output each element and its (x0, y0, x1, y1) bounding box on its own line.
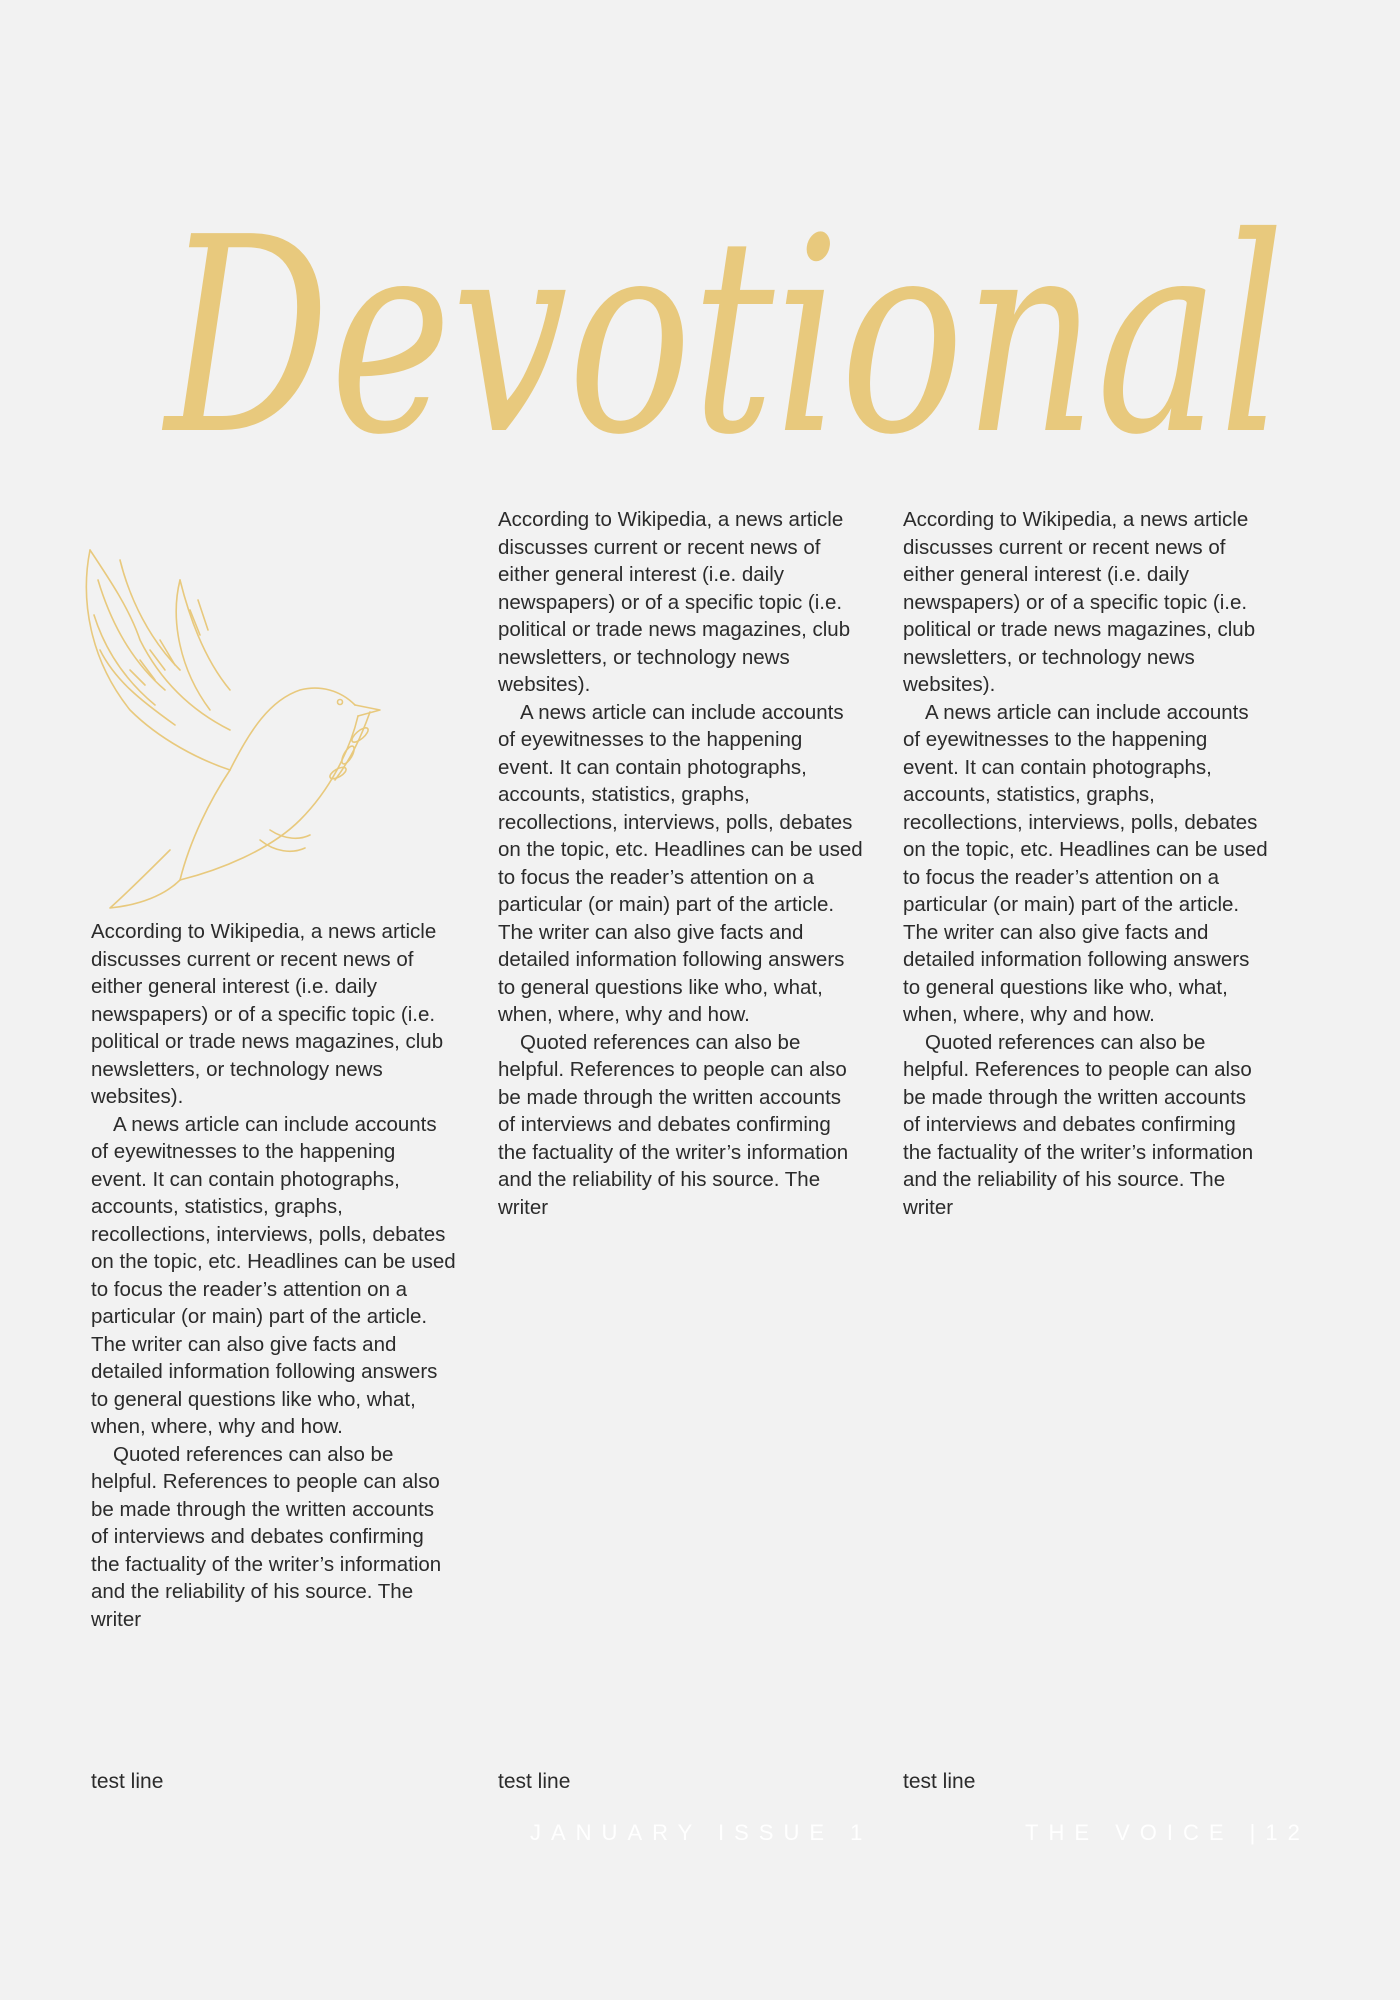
paragraph: Quoted references can also be helpful. References to people can also be made through the written accounts of interviews and debates confirming the factuality of the writer’s information and the reliability of his source. The writer (903, 1030, 1254, 1219)
paragraph: Quoted references can also be helpful. References to people can also be made through the written accounts of interviews and debates confirming the factuality of the writer’s information and the reliability of his source. The writer (91, 1442, 442, 1631)
paragraph: A news article can include accounts of eyewitnesses to the happening event. It can contain photographs, accounts, statistics, graphs, recollections, interviews, polls, debates on the topic, etc. Headlines can be used to focus the reader’s attention on a particular (or main) part of the article. The writer can also give facts and detailed information following answers to general questions like who, what, when, where, why and how. (903, 700, 1268, 1026)
paragraph: Quoted references can also be helpful. References to people can also be made through the written accounts of interviews and debates confirming the factuality of the writer’s information and the reliability of his source. The writer (498, 1030, 849, 1219)
article-column-2 (498, 506, 863, 1221)
paragraph: According to Wikipedia, a news article discusses current or recent news of either general interest (i.e. daily newspapers) or of a specific topic (i.e. political or trade news magazines, club newsletters, or technology news websites). (903, 508, 1256, 696)
test-line-1: test line (91, 1770, 164, 1793)
paragraph: A news article can include accounts of eyewitnesses to the happening event. It can contain photographs, accounts, statistics, graphs, recollections, interviews, polls, debates on the topic, etc. Headlines can be used to focus the reader’s attention on a particular (or main) part of the article. The writer can also give facts and detailed information following answers to general questions like who, what, when, where, why and how. (91, 1112, 456, 1438)
article-column-1 (91, 918, 456, 1633)
dove-with-olive-branch-icon (70, 540, 390, 910)
paragraph: A news article can include accounts of eyewitnesses to the happening event. It can contain photographs, accounts, statistics, graphs, recollections, interviews, polls, debates on the topic, etc. Headlines can be used to focus the reader’s attention on a particular (or main) part of the article. The writer can also give facts and detailed information following answers to general questions like who, what, when, where, why and how. (498, 700, 863, 1026)
page-title (150, 140, 1300, 470)
title-text: Devotional (161, 179, 1286, 470)
footer-magazine: THE VOICE |12 (1025, 1820, 1310, 1845)
test-line-3: test line (903, 1770, 976, 1793)
paragraph: According to Wikipedia, a news article discusses current or recent news of either general interest (i.e. daily newspapers) or of a specific topic (i.e. political or trade news magazines, club newsletters, or technology news websites). (91, 920, 444, 1108)
footer-issue: JANUARY ISSUE 1 (530, 1820, 873, 1845)
article-column-3 (903, 506, 1268, 1221)
paragraph: According to Wikipedia, a news article discusses current or recent news of either general interest (i.e. daily newspapers) or of a specific topic (i.e. political or trade news magazines, club newsletters, or technology news websites). (498, 508, 851, 696)
test-line-2: test line (498, 1770, 571, 1793)
